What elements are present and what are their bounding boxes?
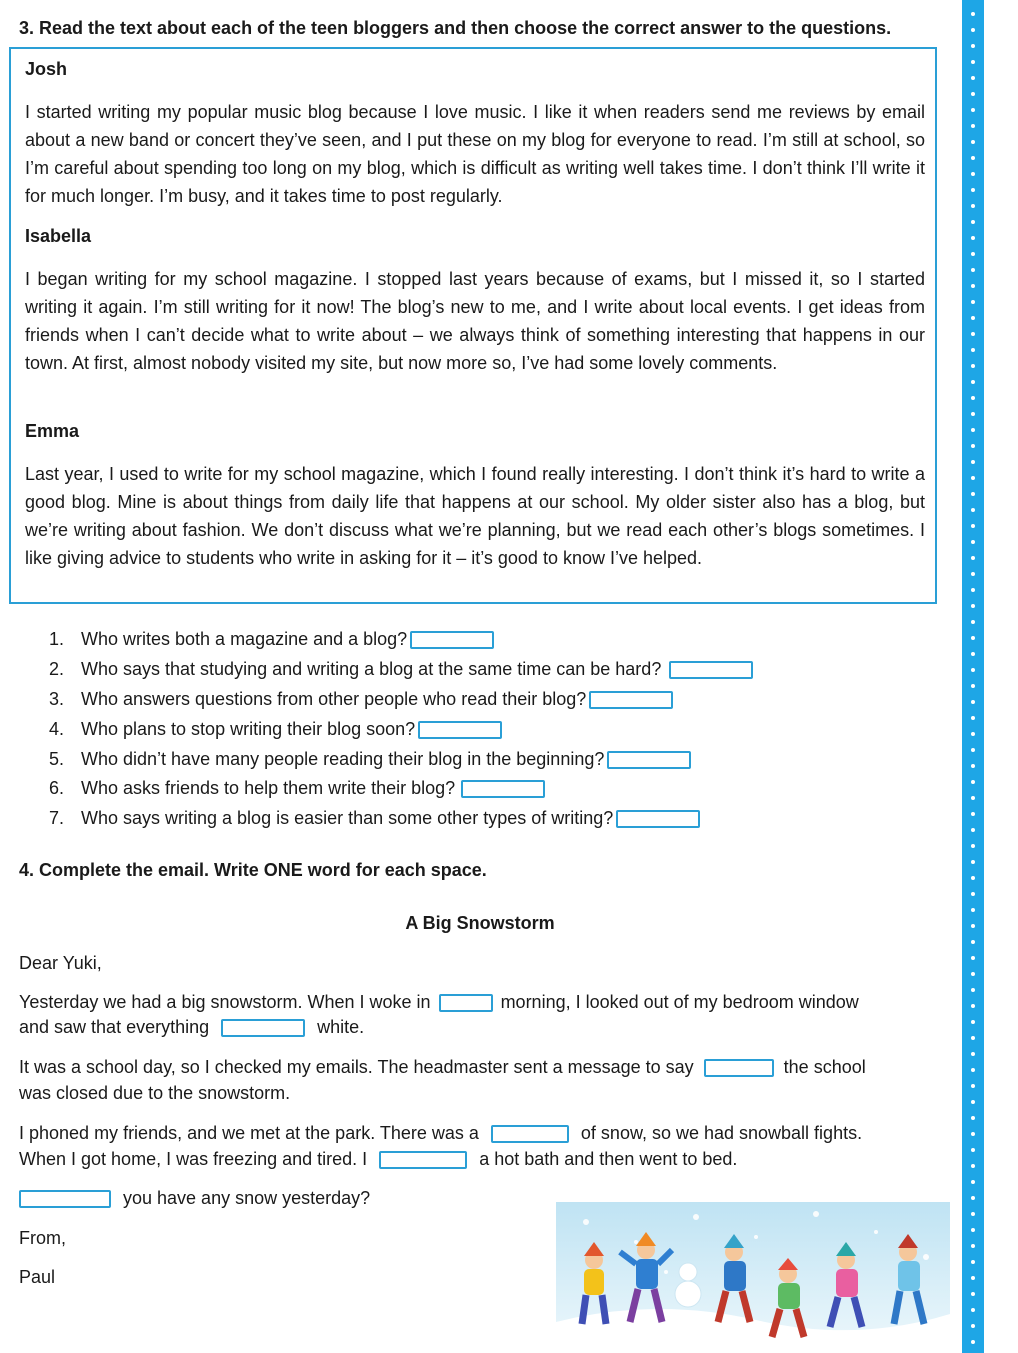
strip-dot [971,892,975,896]
strip-dot [971,492,975,496]
strip-dot [971,140,975,144]
strip-dot [971,380,975,384]
email-text: I phoned my friends, and we met at the park. There was a [19,1123,479,1143]
strip-dot [971,1340,975,1344]
strip-dot [971,156,975,160]
strip-dot [971,252,975,256]
email-text: you have any snow yesterday? [123,1188,371,1208]
strip-dot [971,396,975,400]
strip-dot [971,1100,975,1104]
strip-dot [971,92,975,96]
answer-blank-2[interactable] [669,661,753,679]
answer-blank-1[interactable] [410,631,494,649]
strip-dot [971,716,975,720]
email-blank-5[interactable] [379,1151,467,1169]
strip-dot [971,1180,975,1184]
strip-dot [971,764,975,768]
strip-dot [971,412,975,416]
strip-dot [971,1036,975,1040]
question-number: 3. [49,689,65,709]
strip-dot [971,108,975,112]
email-blank-3[interactable] [704,1059,774,1077]
blogger-name-josh: Josh [25,59,68,79]
strip-dot [971,12,975,16]
email-blank-1[interactable] [439,994,493,1012]
email-line: was closed due to the snowstorm. [19,1083,291,1103]
strip-dot [971,1244,975,1248]
strip-dot [971,972,975,976]
strip-dot [971,284,975,288]
strip-dot [971,988,975,992]
strip-dot [971,876,975,880]
strip-dot [971,1164,975,1168]
email-line [19,992,859,1013]
strip-dot [971,1292,975,1296]
strip-dot [971,908,975,912]
strip-dot [971,1196,975,1200]
strip-dot [971,236,975,240]
strip-dot [971,300,975,304]
snowman [675,1263,701,1307]
strip-dot [971,364,975,368]
strip-dot [971,1084,975,1088]
strip-dot [971,604,975,608]
email-text: of snow, so we had snowball fights. [580,1123,863,1143]
email-text: morning, I looked out of my bedroom window [500,992,859,1012]
strip-dot [971,796,975,800]
snowball-fight-illustration [556,1202,950,1353]
email-text: Yesterday we had a big snowstorm. When I woke in [19,992,431,1012]
strip-dot [971,540,975,544]
strip-dot [971,684,975,688]
answer-blank-4[interactable] [418,721,502,739]
strip-dot [971,732,975,736]
question-text: Who plans to stop writing their blog soon? [81,719,416,739]
strip-dot [971,588,975,592]
strip-dot [971,812,975,816]
side-strip-dots [968,0,978,1353]
question-text: Who asks friends to help them write their blog? [81,778,456,798]
answer-blank-6[interactable] [461,780,545,798]
blogger-name-emma: Emma [25,421,80,441]
question-row [49,719,502,740]
strip-dot [971,220,975,224]
email-line [19,1017,364,1038]
strip-dot [971,1276,975,1280]
question-text: Who says that studying and writing a blog at the same time can be hard? [81,659,662,679]
strip-dot [971,172,975,176]
strip-dot [971,700,975,704]
email-blank-6[interactable] [19,1190,111,1208]
strip-dot [971,1324,975,1328]
strip-dot [971,444,975,448]
strip-dot [971,44,975,48]
strip-dot [971,668,975,672]
question-number: 2. [49,659,65,679]
question-number: 6. [49,778,65,798]
question-number: 5. [49,749,65,769]
strip-dot [971,1116,975,1120]
question-text: Who writes both a magazine and a blog? [81,629,408,649]
strip-dot [971,508,975,512]
email-line [19,1149,737,1170]
strip-dot [971,956,975,960]
question-number: 7. [49,808,65,828]
question-text: Who says writing a blog is easier than some other types of writing? [81,808,614,828]
blogger-name-isabella: Isabella [25,226,92,246]
strip-dot [971,1260,975,1264]
strip-dot [971,1132,975,1136]
email-line [19,1057,866,1078]
question-row [49,629,494,650]
strip-dot [971,60,975,64]
strip-dot [971,652,975,656]
strip-dot [971,332,975,336]
strip-dot [971,1308,975,1312]
section3-title: 3. Read the text about each of the teen bloggers and then choose the correct answer to the questions. [19,18,892,38]
strip-dot [971,1212,975,1216]
page-margin [984,0,1018,1353]
email-text: the school [783,1057,866,1077]
strip-dot [971,572,975,576]
email-text: When I got home, I was freezing and tired. I [19,1149,368,1169]
answer-blank-5[interactable] [607,751,691,769]
question-row [49,778,545,799]
email-blank-4[interactable] [491,1125,569,1143]
email-greeting: Dear Yuki, [19,953,102,973]
question-text: Who didn’t have many people reading their blog in the beginning? [81,749,605,769]
strip-dot [971,1148,975,1152]
strip-dot [971,1004,975,1008]
email-blank-2[interactable] [221,1019,305,1037]
strip-dot [971,780,975,784]
strip-dot [971,268,975,272]
question-number: 4. [49,719,65,739]
strip-dot [971,620,975,624]
strip-dot [971,76,975,80]
strip-dot [971,460,975,464]
strip-dot [971,204,975,208]
strip-dot [971,1228,975,1232]
strip-dot [971,924,975,928]
question-number: 1. [49,629,65,649]
strip-dot [971,1020,975,1024]
email-signature: Paul [19,1267,56,1287]
email-text: white. [317,1017,365,1037]
blogger-text-emma: Last year, I used to write for my school magazine, which I found really interesting. I don’t think it’s hard to write a good blog. Mine is about things from daily life that happens at our school. My older sister also has a blog, but we’re writing about fashion. We don’t discuss what we’re planning, but we read each other’s blogs sometimes. I like giving advice to students who write in asking for it – it’s good to know I’ve helped. [25,464,925,568]
email-title: A Big Snowstorm [405,913,555,933]
strip-dot [971,28,975,32]
strip-dot [971,476,975,480]
question-row [49,749,691,770]
strip-dot [971,860,975,864]
email-line [19,1188,370,1209]
strip-dot [971,316,975,320]
email-text: and saw that everything [19,1017,210,1037]
question-text: Who answers questions from other people who read their blog? [81,689,587,709]
strip-dot [971,844,975,848]
answer-blank-3[interactable] [589,691,673,709]
strip-dot [971,748,975,752]
strip-dot [971,556,975,560]
bloggers-text-box [9,47,937,604]
email-text: a hot bath and then went to bed. [479,1149,738,1169]
email-line [19,1123,862,1144]
email-text: It was a school day, so I checked my emails. The headmaster sent a message to say [19,1057,694,1077]
section4-title: 4. Complete the email. Write ONE word for each space. [19,860,487,880]
strip-dot [971,348,975,352]
strip-dot [971,124,975,128]
strip-dot [971,940,975,944]
blogger-text-isabella: I began writing for my school magazine. I stopped last years because of exams, but I missed it, so I started writing it again. I’m still writing for it now! The blog’s new to me, and I write about local events. I get ideas from friends when I can’t decide what to write about – we always think of something interesting that happens in our town. At first, almost nobody visited my site, but now more so, I’ve had some lovely comments. [25,269,925,373]
question-row [49,659,753,680]
strip-dot [971,1068,975,1072]
blogger-text-josh: I started writing my popular music blog because I love music. I like it when readers send me reviews by email about a new band or concert they’ve seen, and I put these on my blog for everyone to read. I’m still at school, so I’m careful about spending too long on my blog, which is difficult as writing well takes time. I don’t think I’ll write it for much longer. I’m busy, and it takes time to post regularly. [25,102,925,206]
question-row [49,808,700,829]
strip-dot [971,428,975,432]
strip-dot [971,188,975,192]
question-row [49,689,673,710]
answer-blank-7[interactable] [616,810,700,828]
strip-dot [971,1052,975,1056]
strip-dot [971,636,975,640]
strip-dot [971,524,975,528]
strip-dot [971,828,975,832]
email-closing: From, [19,1228,66,1248]
